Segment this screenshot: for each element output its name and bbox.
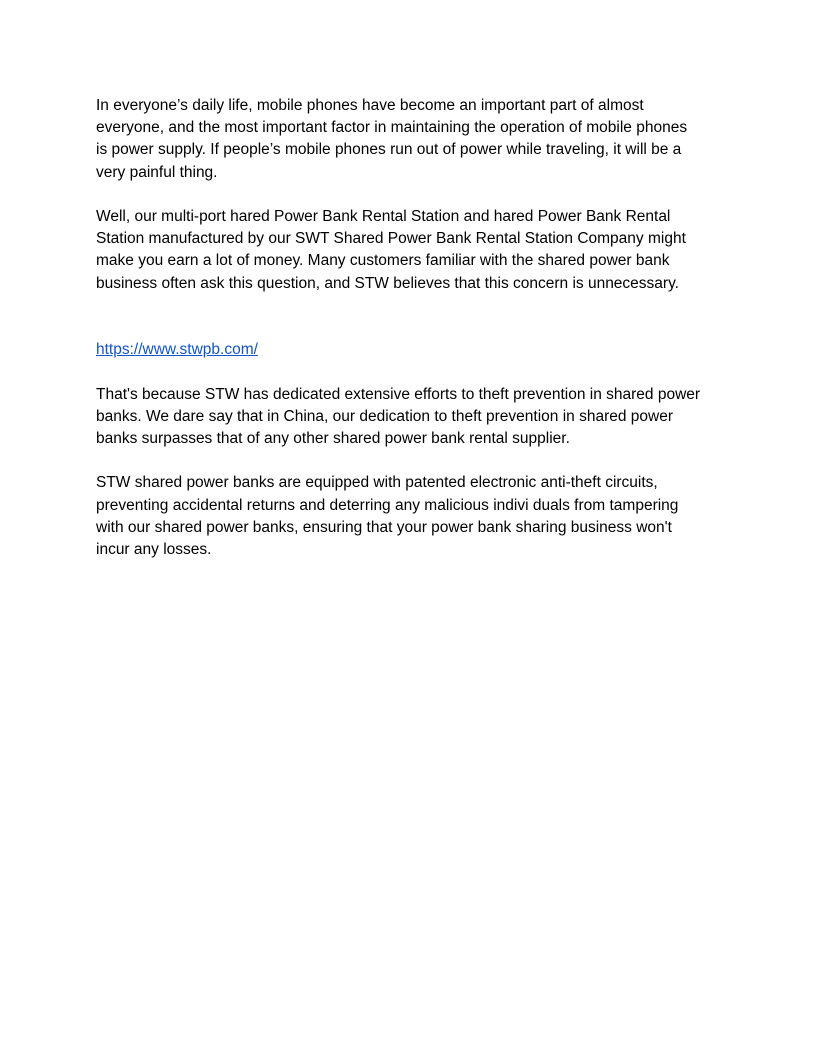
paragraph-link	[96, 317, 724, 361]
paragraph-theft-prevention: That's because STW has dedicated extensive efforts to theft prevention in shared power banks. We dare say that in China, our dedication to theft prevention in shared power banks surpasses that of any other shared power bank rental supplier.	[96, 385, 701, 447]
document-page	[96, 95, 724, 583]
paragraph-anti-theft-circuits: STW shared power banks are equipped with patented electronic anti-theft circuits, preventing accidental returns and deterring any malicious indivi duals from tampering with our shared power banks, ensuring that your power bank sharing business won't incur any losses.	[96, 474, 679, 558]
paragraph-rental-station: Well, our multi-port hared Power Bank Rental Station and hared Power Bank Rental Station manufactured by our SWT Shared Power Bank Rental Station Company might make you earn a lot of money. Many customers familiar with the shared power bank business often ask this question, and STW believes that this concern is unnecessary.	[96, 208, 686, 292]
paragraph-intro: In everyone’s daily life, mobile phones have become an important part of almost everyone, and the most important factor in maintaining the operation of mobile phones is power supply. If people’s mobile phones run out of power while traveling, it will be a very painful thing.	[96, 97, 688, 181]
website-link[interactable]: https://www.stwpb.com/	[96, 341, 258, 359]
